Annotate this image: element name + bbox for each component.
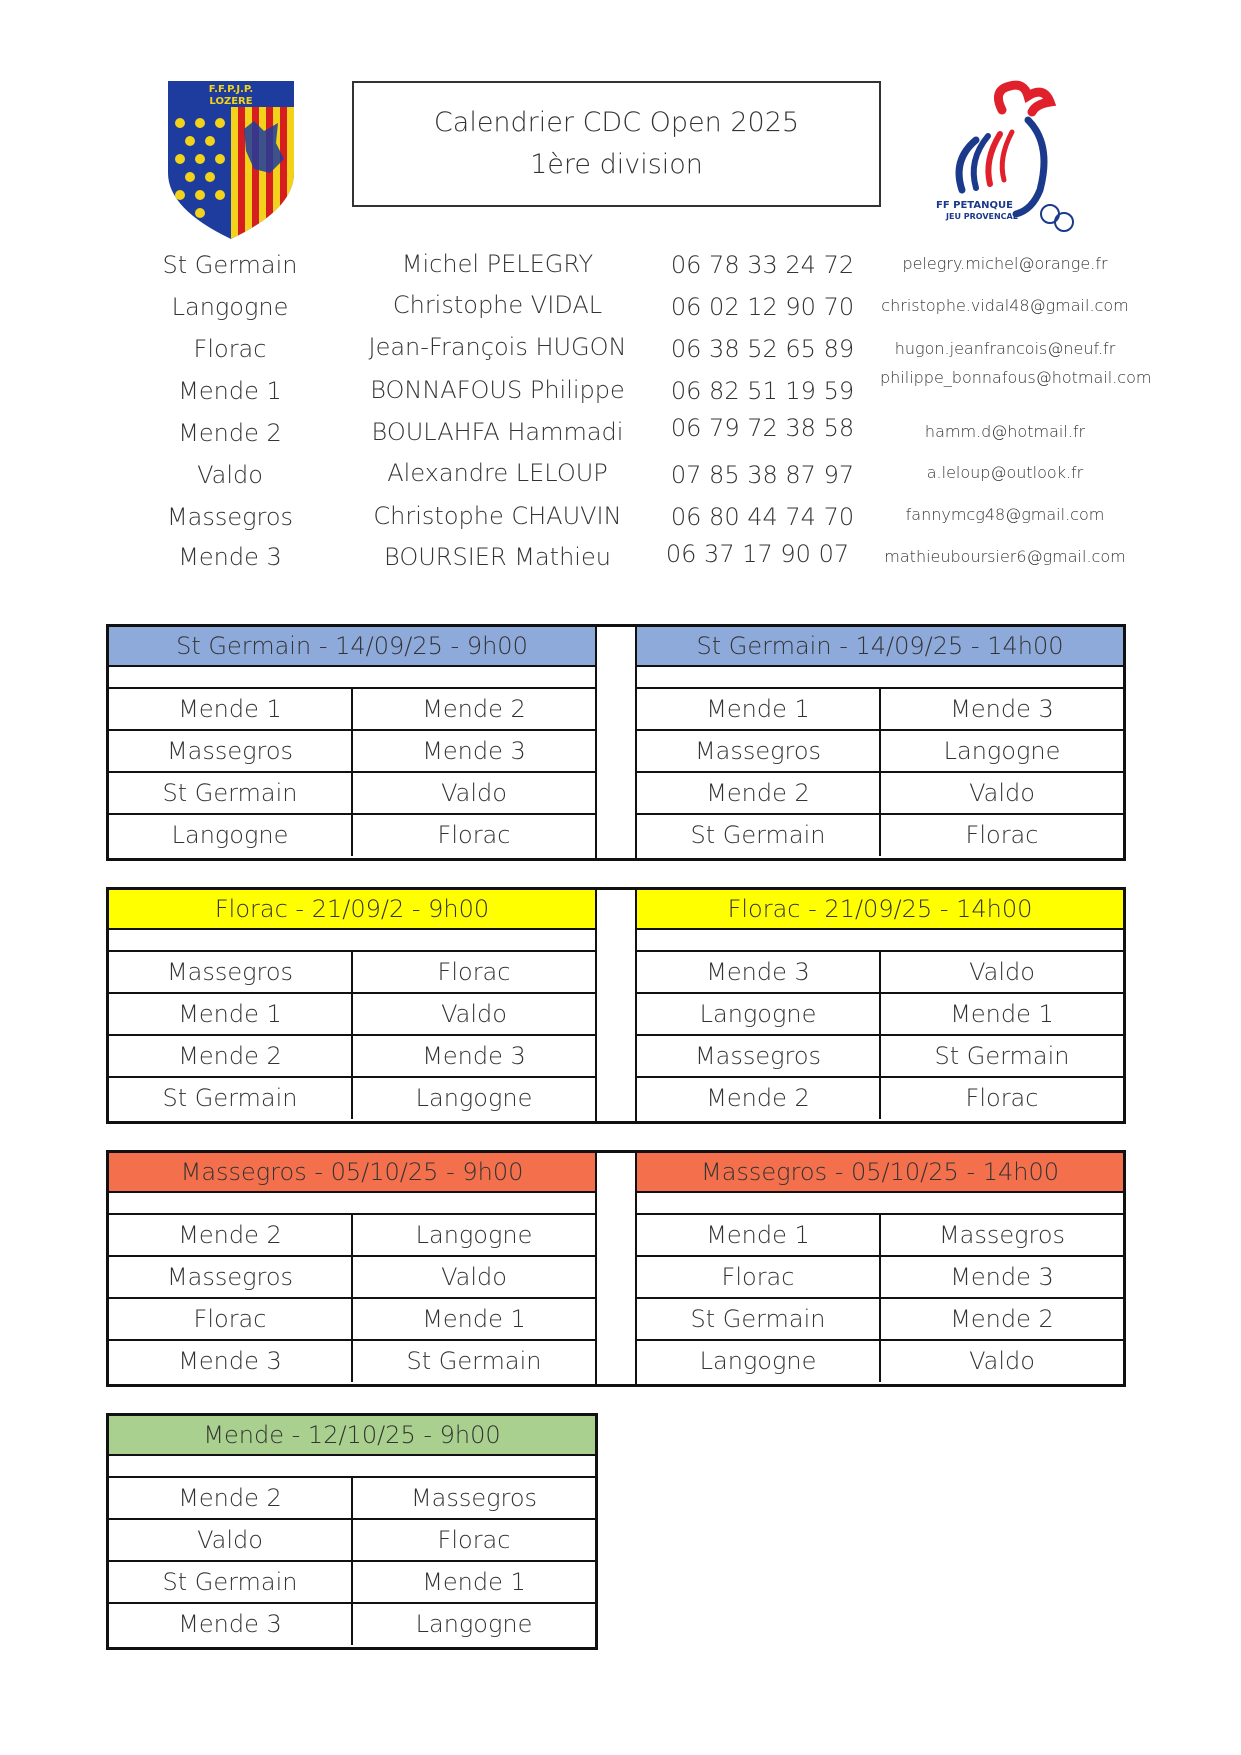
contact-row <box>0 456 1241 498</box>
contact-email[interactable]: fannymcg48@gmail.com <box>905 505 1105 524</box>
team-home: Mende 1 <box>637 689 881 729</box>
match-row <box>637 1078 1123 1119</box>
contact-name: Christophe VIDAL <box>392 291 603 319</box>
match-row <box>109 1215 595 1257</box>
contact-email[interactable]: mathieuboursier6@gmail.com <box>884 547 1126 566</box>
team-away: Florac <box>965 821 1039 849</box>
match-row <box>109 994 595 1036</box>
team-home: Langogne <box>637 994 881 1034</box>
club-name: Mende 1 <box>178 377 282 405</box>
team-away: Mende 3 <box>422 1042 526 1070</box>
match-row <box>109 731 595 773</box>
svg-text:LOZERE: LOZERE <box>209 96 253 107</box>
session-panel <box>637 1153 1123 1382</box>
team-away: Florac <box>437 958 511 986</box>
round-block <box>106 624 1126 861</box>
round-block <box>106 887 1126 1124</box>
session-panel <box>109 627 595 856</box>
match-row <box>637 773 1123 815</box>
column-gap <box>595 890 637 1121</box>
club-name: Mende 3 <box>178 543 282 571</box>
team-away: Langogne <box>943 737 1061 765</box>
team-home: Mende 3 <box>637 952 881 992</box>
session-header: Florac - 21/09/2 - 9h00 <box>109 890 595 930</box>
team-away: Langogne <box>415 1221 533 1249</box>
club-name: Mende 2 <box>178 419 282 447</box>
spacer-row <box>109 930 595 952</box>
team-away: Mende 3 <box>950 695 1054 723</box>
lozere-logo <box>166 81 296 239</box>
team-away: Valdo <box>969 1347 1035 1375</box>
match-row <box>109 1341 595 1382</box>
team-away: Valdo <box>969 958 1035 986</box>
match-row <box>109 1078 595 1119</box>
team-home: Mende 2 <box>109 1478 353 1518</box>
contact-name: Jean-François HUGON <box>368 333 627 361</box>
session-panel <box>109 890 595 1119</box>
club-name: Langogne <box>171 293 289 321</box>
contact-row <box>0 414 1241 456</box>
club-name: St Germain <box>162 251 298 279</box>
contact-row <box>0 498 1241 540</box>
match-row <box>637 1257 1123 1299</box>
team-home: Massegros <box>109 1257 353 1297</box>
match-row <box>109 689 595 731</box>
match-row <box>637 1036 1123 1078</box>
spacer-row <box>637 1193 1123 1215</box>
contact-email[interactable]: christophe.vidal48@gmail.com <box>881 296 1129 315</box>
contact-row <box>0 246 1241 288</box>
title-box <box>352 81 881 207</box>
team-away: St Germain <box>934 1042 1070 1070</box>
svg-text:F.F.P.J.P.: F.F.P.J.P. <box>208 84 254 95</box>
match-row <box>637 952 1123 994</box>
round-block <box>106 1413 598 1650</box>
team-home: Mende 2 <box>637 773 881 813</box>
team-away: Massegros <box>938 1221 1066 1249</box>
contact-row <box>0 288 1241 330</box>
match-row <box>109 952 595 994</box>
team-away: Valdo <box>441 1000 507 1028</box>
match-row <box>109 1604 595 1645</box>
team-home: Mende 2 <box>109 1215 353 1255</box>
team-away: Valdo <box>969 779 1035 807</box>
contact-email[interactable]: a.leloup@outlook.fr <box>926 463 1084 482</box>
team-home: Mende 2 <box>637 1078 881 1119</box>
team-home: Langogne <box>637 1341 881 1382</box>
contact-phone: 06 37 17 90 07 <box>665 540 850 568</box>
match-row <box>637 1299 1123 1341</box>
match-row <box>109 815 595 856</box>
team-home: Florac <box>637 1257 881 1297</box>
match-row <box>637 689 1123 731</box>
club-name: Massegros <box>166 503 294 531</box>
match-row <box>637 731 1123 773</box>
document-title: Calendrier CDC Open 2025 <box>433 107 800 138</box>
match-row <box>109 1036 595 1078</box>
team-home: St Germain <box>109 1562 353 1602</box>
team-away: Mende 2 <box>950 1305 1054 1333</box>
team-home: Mende 1 <box>637 1215 881 1255</box>
match-row <box>109 1520 595 1562</box>
match-row <box>637 994 1123 1036</box>
team-home: St Germain <box>109 773 353 813</box>
contact-phone: 06 82 51 19 59 <box>670 377 855 405</box>
match-row <box>637 1215 1123 1257</box>
session-header: St Germain - 14/09/25 - 9h00 <box>109 627 595 667</box>
team-home: Mende 1 <box>109 994 353 1034</box>
team-home: St Germain <box>637 1299 881 1339</box>
spacer-row <box>109 1456 595 1478</box>
ff-petanque-logo <box>932 80 1082 240</box>
match-row <box>637 815 1123 856</box>
team-away: Valdo <box>441 779 507 807</box>
team-away: Mende 2 <box>422 695 526 723</box>
contact-row <box>0 368 1241 414</box>
team-home: Mende 1 <box>109 689 353 729</box>
session-header: Mende - 12/10/25 - 9h00 <box>109 1416 595 1456</box>
column-gap <box>595 627 637 858</box>
contact-phone: 06 38 52 65 89 <box>670 335 855 363</box>
team-away: Valdo <box>441 1263 507 1291</box>
contact-name: Christophe CHAUVIN <box>373 502 622 530</box>
match-row <box>109 1299 595 1341</box>
team-away: Florac <box>437 821 511 849</box>
team-away: Florac <box>437 1526 511 1554</box>
team-home: Mende 3 <box>109 1341 353 1382</box>
session-panel <box>109 1416 595 1645</box>
contact-name: BONNAFOUS Philippe <box>370 376 625 404</box>
contact-phone: 06 79 72 38 58 <box>670 414 855 442</box>
team-home: Massegros <box>637 731 881 771</box>
match-row <box>109 1562 595 1604</box>
contact-phone: 07 85 38 87 97 <box>670 461 855 489</box>
contact-name: BOULAHFA Hammadi <box>371 418 624 446</box>
team-home: Langogne <box>109 815 353 856</box>
match-row <box>109 1478 595 1520</box>
match-row <box>109 773 595 815</box>
team-home: Valdo <box>109 1520 353 1560</box>
division-subtitle: 1ère division <box>530 149 703 180</box>
team-away: Mende 1 <box>422 1568 526 1596</box>
spacer-row <box>637 667 1123 689</box>
spacer-row <box>109 1193 595 1215</box>
session-panel <box>637 627 1123 856</box>
team-home: St Germain <box>109 1078 353 1119</box>
team-home: St Germain <box>637 815 881 856</box>
spacer-row <box>637 930 1123 952</box>
team-home: Florac <box>109 1299 353 1339</box>
contact-email[interactable]: pelegry.michel@orange.fr <box>902 254 1108 273</box>
team-home: Massegros <box>637 1036 881 1076</box>
contact-name: Alexandre LELOUP <box>387 459 608 487</box>
contact-phone: 06 78 33 24 72 <box>670 251 855 279</box>
session-header: Massegros - 05/10/25 - 14h00 <box>637 1153 1123 1193</box>
round-block <box>106 1150 1126 1387</box>
contact-email[interactable]: hamm.d@hotmail.fr <box>924 422 1086 441</box>
team-home: Massegros <box>109 952 353 992</box>
club-name: Florac <box>193 335 267 363</box>
team-away: Mende 1 <box>950 1000 1054 1028</box>
logo-text-2: JEU PROVENCAL <box>946 212 1018 221</box>
match-row <box>637 1341 1123 1382</box>
contact-row <box>0 540 1241 582</box>
club-name: Valdo <box>197 461 263 489</box>
session-panel <box>637 890 1123 1119</box>
column-gap <box>595 1153 637 1384</box>
team-away: Mende 3 <box>422 737 526 765</box>
contact-phone: 06 02 12 90 70 <box>670 293 855 321</box>
contact-name: BOURSIER Mathieu <box>384 543 611 571</box>
match-row <box>109 1257 595 1299</box>
logo-text-1: FF PETANQUE <box>936 200 1013 211</box>
contact-phone: 06 80 44 74 70 <box>670 503 855 531</box>
team-away: Langogne <box>415 1610 533 1638</box>
spacer-row <box>109 667 595 689</box>
session-panel <box>109 1153 595 1382</box>
session-header: St Germain - 14/09/25 - 14h00 <box>637 627 1123 667</box>
contact-email[interactable]: philippe_bonnafous@hotmail.com <box>880 368 1152 387</box>
team-away: Florac <box>965 1084 1039 1112</box>
team-away: Mende 1 <box>422 1305 526 1333</box>
contact-email[interactable]: hugon.jeanfrancois@neuf.fr <box>894 339 1116 358</box>
team-home: Mende 2 <box>109 1036 353 1076</box>
team-home: Massegros <box>109 731 353 771</box>
team-away: Langogne <box>415 1084 533 1112</box>
team-away: Massegros <box>410 1484 538 1512</box>
session-header: Florac - 21/09/25 - 14h00 <box>637 890 1123 930</box>
team-away: Mende 3 <box>950 1263 1054 1291</box>
contact-name: Michel PELEGRY <box>401 250 594 278</box>
contact-row <box>0 330 1241 372</box>
session-header: Massegros - 05/10/25 - 9h00 <box>109 1153 595 1193</box>
team-away: St Germain <box>406 1347 542 1375</box>
team-home: Mende 3 <box>109 1604 353 1645</box>
